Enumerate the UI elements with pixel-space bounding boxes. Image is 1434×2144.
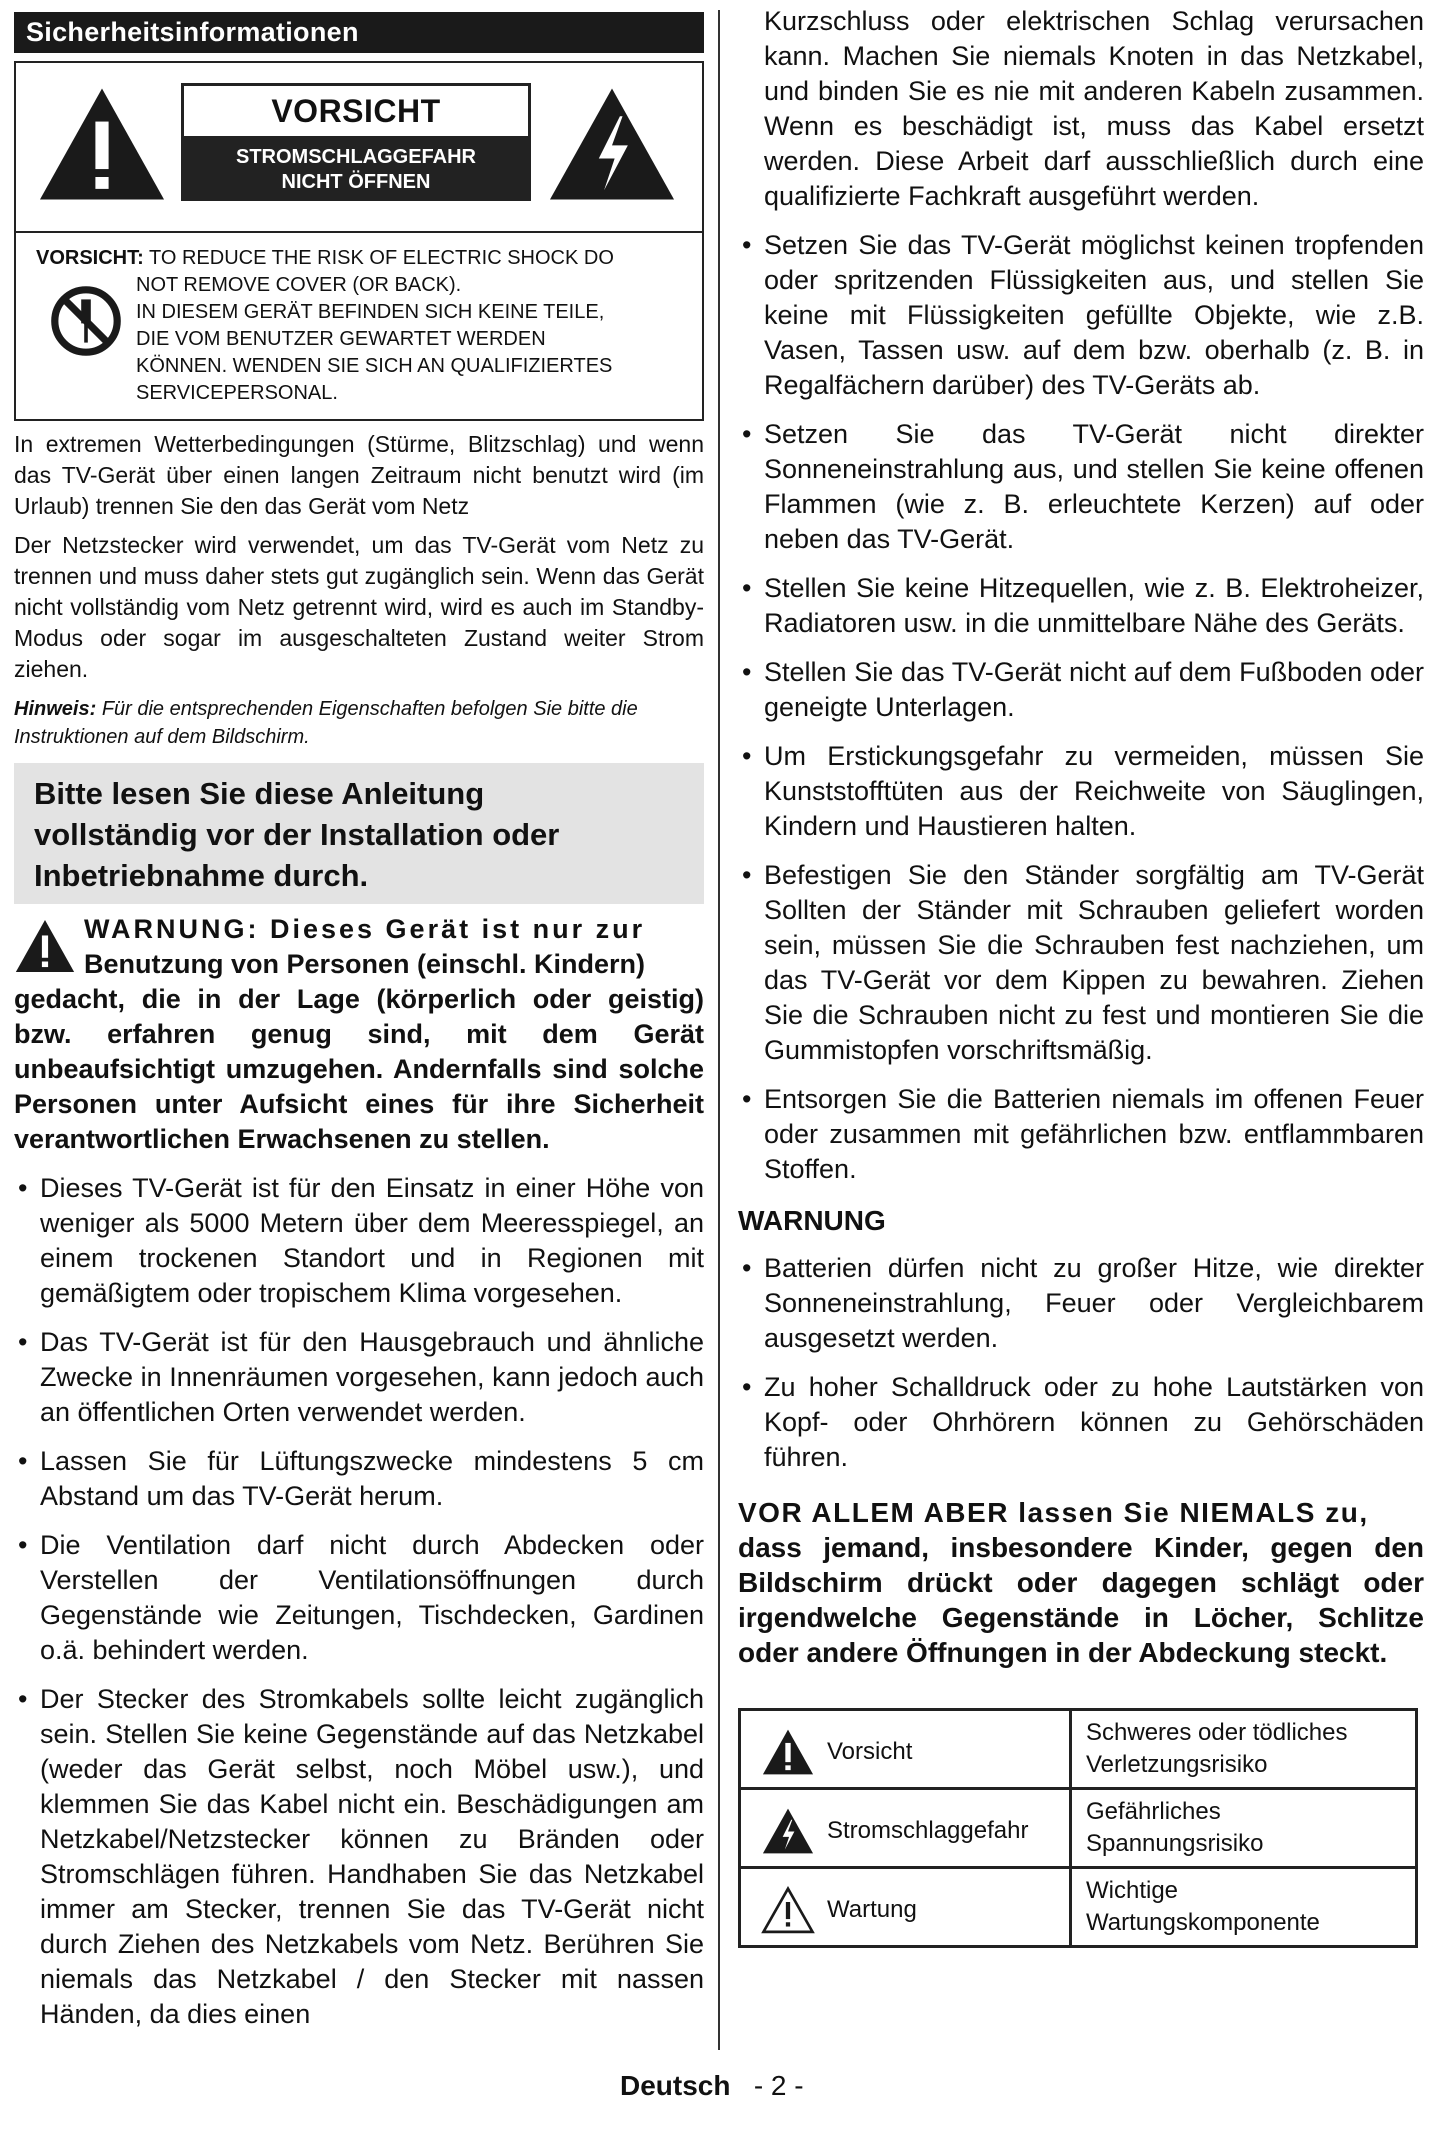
vorsicht-subtitle-line2: NICHT ÖFFNEN: [281, 171, 431, 193]
right-bullet-list: [738, 228, 1424, 1187]
note-label: Hinweis:: [14, 698, 97, 720]
mains-plug-paragraph: Der Netzstecker wird verwendet, um das TV-Gerät vom Netz zu trennen und muss daher stets gut zugänglich sein. Wenn das Gerät nicht vollständig vom Netz getrennt wird, wird es auch im Standby-Modus oder sogar im ausgeschalteten Zustand weiter Strom ziehen.: [14, 532, 704, 682]
vorsicht-subtitle-line1: STROMSCHLAGGEFAHR: [236, 146, 476, 168]
final-warning-paragraph: [738, 1495, 1424, 1670]
caution-line-b: NOT REMOVE COVER (OR BACK).: [136, 274, 462, 296]
caution-line-a: TO REDUCE THE RISK OF ELECTRIC SHOCK DO: [149, 247, 614, 269]
column-divider: [718, 10, 720, 2050]
symbol-description-line2: Verletzungsrisiko: [1086, 1751, 1268, 1778]
footer-language: Deutsch: [620, 2070, 731, 2101]
symbol-legend-table: [738, 1708, 1418, 1948]
list-item: • Setzen Sie das TV-Gerät möglichst keinen tropfenden oder spritzenden Flüssigkeiten aus, und stellen Sie keine mit Flüssigkeiten gefüllte Objekte, wie z.B. Vasen, Tassen usw. auf dem bzw. oberhalb (z. B. in Regalfächern darüber) des TV-Geräts ab.: [738, 228, 1424, 403]
lightning-triangle-icon: [546, 81, 678, 207]
list-item: • Entsorgen Sie die Batterien niemals im offenen Feuer oder zusammen mit gefährlichen bzw. entflammbaren Stoffen.: [738, 1082, 1424, 1187]
page-footer: [620, 2070, 804, 2102]
vorsicht-subtitle: [181, 139, 531, 201]
warning-line-2: Benutzung von Personen (einschl. Kindern): [84, 949, 646, 979]
caution-label-text: [16, 233, 702, 419]
shock-triangle-icon: [761, 1807, 815, 1855]
caution-triangle-icon: [761, 1728, 815, 1776]
list-item: • Stellen Sie das TV-Gerät nicht auf dem Fußboden oder geneigte Unterlagen.: [738, 655, 1424, 725]
table-row: [740, 1868, 1417, 1947]
no-screwdriver-icon: [50, 285, 122, 357]
final-warning-lead: VOR ALLEM ABER lassen Sie NIEMALS zu,: [738, 1497, 1369, 1528]
list-item: • Lassen Sie für Lüftungszwecke mindestens 5 cm Abstand um das TV-Gerät herum.: [14, 1444, 704, 1514]
read-line-2: vollständig vor der Installation oder: [34, 817, 560, 852]
symbol-label: Vorsicht: [827, 1738, 913, 1765]
warnung-bullet-list: [738, 1251, 1424, 1475]
list-item: • Der Stecker des Stromkabels sollte leicht zugänglich sein. Stellen Sie keine Gegenstände auf das Netzkabel (weder das Gerät selbst, noch Möbel usw.), und klemmen Sie das Kabel nicht ein. Beschädigungen am Netzkabel/Netzstecker können zu Bränden oder Stromschlägen führen. Handhaben Sie das Netzkabel immer am Stecker, trennen Sie das TV-Gerät nicht durch Ziehen des Netzkabels vom Netz. Berühren Sie niemals das Netzkabel / den Stecker mit nassen Händen, da dies einen: [14, 1682, 704, 2032]
list-item: • Batterien dürfen nicht zu großer Hitze, wie direkter Sonneneinstrahlung, Feuer oder Vergleichbarem ausgesetzt werden.: [738, 1251, 1424, 1356]
warnung-heading: WARNUNG: [738, 1205, 886, 1236]
warning-triangle-icon: [14, 918, 76, 974]
symbol-label: Stromschlaggefahr: [827, 1817, 1029, 1844]
read-line-1: Bitte lesen Sie diese Anleitung: [34, 776, 485, 811]
footer-page-number: - 2 -: [753, 2070, 804, 2101]
caution-line-d: DIE VOM BENUTZER GEWARTET WERDEN: [136, 328, 546, 350]
table-row: [740, 1789, 1417, 1868]
caution-label-box: [14, 61, 704, 421]
final-warning-rest: dass jemand, insbesondere Kinder, gegen den Bildschirm drückt oder dagegen schlägt oder irgendwelche Gegenstände in Löcher, Schlitze oder andere Öffnungen in der Abdeckung steckt.: [738, 1532, 1424, 1668]
warning-paragraph: [14, 912, 704, 1157]
weather-paragraph: In extremen Wetterbedingungen (Stürme, Blitzschlag) und wenn das TV-Gerät über einen langen Zeitraum nicht benutzt wird (im Urlaub) trennen Sie den das Gerät vom Netz: [14, 431, 704, 519]
list-item: • Setzen Sie das TV-Gerät nicht direkter Sonneneinstrahlung aus, und stellen Sie keine offenen Flammen (wie z. B. erleuchtete Kerzen) auf oder neben das TV-Gerät.: [738, 417, 1424, 557]
table-row: [740, 1710, 1417, 1789]
list-item: • Dieses TV-Gerät ist für den Einsatz in einer Höhe von weniger als 5000 Metern über dem Meeresspiegel, an einem trockenen Standort und in Regionen mit gemäßigtem oder tropischem Klima vorgesehen.: [14, 1171, 704, 1311]
note-text: Für die entsprechenden Eigenschaften befolgen Sie bitte die Instruktionen auf dem Bildschirm.: [14, 698, 638, 748]
list-item: • Die Ventilation darf nicht durch Abdecken oder Verstellen der Ventilationsöffnungen durch Gegenstände wie Zeitungen, Tischdecken, Gardinen o.ä. behindert werden.: [14, 1528, 704, 1668]
list-item: • Stellen Sie keine Hitzequellen, wie z. B. Elektroheizer, Radiatoren usw. in die unmittelbare Nähe des Geräts.: [738, 571, 1424, 641]
section-title: Sicherheitsinformationen: [14, 12, 704, 53]
symbol-description-line1: Schweres oder tödliches: [1086, 1719, 1348, 1746]
caution-line-f: SERVICEPERSONAL.: [136, 382, 338, 404]
caution-line-c: IN DIESEM GERÄT BEFINDEN SICH KEINE TEILE,: [136, 301, 605, 323]
warning-rest: gedacht, die in der Lage (körperlich oder geistig) bzw. erfahren genug sind, mit dem Gerät unbeaufsichtigt umzugehen. Andernfalls sind solche Personen unter Aufsicht eines für ihre Sicherheit verantwortlichen Erwachsenen zu stellen.: [14, 984, 704, 1154]
caution-label-header: [16, 63, 702, 233]
caution-line-e: KÖNNEN. WENDEN SIE SICH AN QUALIFIZIERTES: [136, 355, 613, 377]
symbol-description-line1: Wichtige: [1086, 1877, 1179, 1904]
symbol-description-line2: Wartungskomponente: [1086, 1909, 1320, 1936]
symbol-description-line1: Gefährliches: [1086, 1798, 1221, 1825]
symbol-description-line2: Spannungsrisiko: [1086, 1830, 1264, 1857]
read-line-3: Inbetriebnahme durch.: [34, 858, 369, 893]
list-item: • Zu hoher Schalldruck oder zu hohe Lautstärken von Kopf- oder Ohrhörern können zu Gehörschäden führen.: [738, 1370, 1424, 1475]
exclamation-triangle-icon: [36, 81, 168, 207]
right-column: [738, 0, 1424, 1948]
warning-heading: WARNUNG: Dieses Gerät ist nur zur: [84, 914, 646, 944]
vorsicht-panel: [181, 83, 531, 205]
note-paragraph: [14, 695, 704, 751]
caution-lead: VORSICHT:: [36, 247, 144, 269]
read-instructions-box: [14, 763, 704, 904]
list-item: • Um Erstickungsgefahr zu vermeiden, müssen Sie Kunststofftüten aus der Reichweite von Säuglingen, Kindern und Haustieren halten.: [738, 739, 1424, 844]
continuation-paragraph: Kurzschluss oder elektrischen Schlag verursachen kann. Machen Sie niemals Knoten in das Netzkabel, und binden Sie es nie mit anderen Kabeln zusammen. Wenn es beschädigt ist, muss das Kabel ersetzt werden. Diese Arbeit darf ausschließlich durch eine qualifizierte Fachkraft ausgeführt werden.: [764, 6, 1424, 211]
vorsicht-title: VORSICHT: [181, 83, 531, 139]
left-column: [14, 0, 704, 2032]
left-bullet-list: [14, 1171, 704, 2032]
maintenance-triangle-icon: [761, 1886, 815, 1934]
list-item: • Das TV-Gerät ist für den Hausgebrauch und ähnliche Zwecke in Innenräumen vorgesehen, kann jedoch auch an öffentlichen Orten verwendet werden.: [14, 1325, 704, 1430]
symbol-label: Wartung: [827, 1896, 917, 1923]
list-item: • Befestigen Sie den Ständer sorgfältig am TV-Gerät Sollten der Ständer mit Schrauben geliefert worden sein, müssen Sie die Schrauben fest nachziehen, um das TV-Gerät vor dem Kippen zu bewahren. Ziehen Sie die Schrauben nicht zu fest und montieren Sie die Gummistopfen vorschriftsmäßig.: [738, 858, 1424, 1068]
